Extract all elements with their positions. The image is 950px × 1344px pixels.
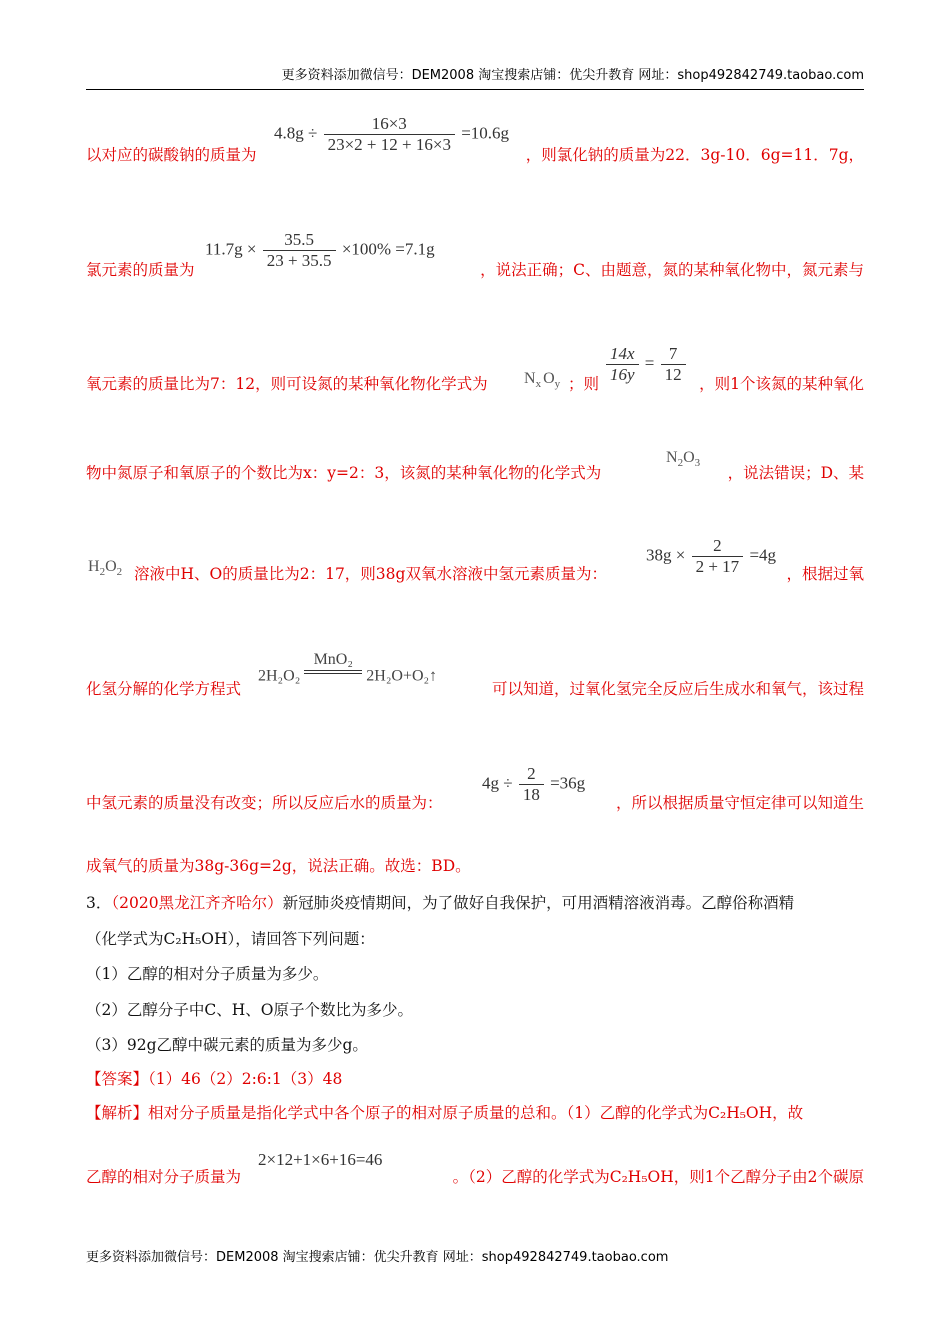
text-segment: 化氢分解的化学方程式	[86, 680, 242, 698]
fraction-numerator: 2	[713, 536, 722, 555]
fraction	[606, 344, 639, 385]
eq-left: 4.8g ÷	[274, 123, 318, 143]
equation-molecular-mass: 2×12+1×6+16=46	[258, 1150, 383, 1169]
formula-n2o3	[666, 449, 700, 469]
text-segment: 。（2）乙醇的化学式为C₂H₅OH，则1个乙醇分子由2个碳原	[452, 1168, 864, 1186]
symbol: O	[683, 449, 695, 466]
question-3-part-1: （1）乙醇的相对分子质量为多少。	[86, 965, 329, 983]
fraction-denominator: 16y	[606, 364, 639, 385]
text-segment: ，则氯化钠的质量为22．3g-10．6g=11．7g，	[525, 146, 864, 164]
eq-left: 11.7g ×	[205, 239, 257, 259]
equation-ratio	[604, 344, 688, 385]
eq-right: =36g	[550, 773, 586, 793]
answer-text: （1）46（2）2:6:1（3）48	[148, 1070, 343, 1088]
subscript: 2	[677, 457, 684, 470]
question-stem: 新冠肺炎疫情期间，为了做好自我保护，可用酒精溶液消毒。乙醇俗称酒精	[282, 894, 795, 912]
fraction	[519, 764, 544, 805]
chemical-equation	[258, 652, 437, 686]
question-3-part-3: （3）92g乙醇中碳元素的质量为多少g。	[86, 1036, 368, 1054]
text-segment: ，所以根据质量守恒定律可以知道生	[615, 794, 864, 812]
paragraph-line-7b	[592, 791, 864, 813]
symbol: H	[88, 558, 100, 575]
paragraph-line-5b	[784, 562, 864, 584]
text-segment: 物中氮原子和氧原子的个数比为x：y=2：3，该氮的某种氧化物的化学式为	[86, 464, 602, 482]
page-header: 更多资料添加微信号：DEM2008 淘宝搜索店铺：优尖升教育 网址：shop492842749.taobao.com	[86, 64, 864, 90]
fraction-denominator: 23 + 35.5	[263, 250, 336, 271]
paragraph-line-4b	[706, 461, 864, 483]
subscript: y	[554, 378, 561, 391]
question-3-stem-line-2: （化学式为C₂H₅OH），请回答下列问题：	[86, 930, 375, 948]
text-segment: ；则	[568, 375, 600, 393]
question-source: （2020黑龙江齐齐哈尔）	[111, 894, 283, 912]
question-3-part-2: （2）乙醇分子中C、H、O原子个数比为多少。	[86, 1001, 413, 1019]
fraction-denominator: 18	[519, 784, 544, 805]
eq-right: =10.6g	[461, 123, 510, 143]
eq-right: ×100% =7.1g	[341, 239, 435, 259]
text-segment: 溶液中H、O的质量比为2：17，则38g双氧水溶液中氢元素质量为：	[134, 565, 607, 583]
symbol: O	[543, 370, 555, 387]
text-segment: 氯元素的质量为	[86, 261, 195, 279]
analysis-line-2b	[404, 1165, 864, 1187]
text-segment: ，说法错误；D、某	[727, 464, 864, 482]
equals-sign: =	[644, 353, 655, 373]
eq-right: =4g	[749, 545, 777, 565]
fraction-numerator: 2	[527, 764, 536, 783]
formula-nxoy	[524, 370, 560, 390]
text-segment: 乙醇的相对分子质量为	[86, 1168, 242, 1186]
fraction-denominator: 2 + 17	[692, 556, 744, 577]
paragraph-line-6b	[460, 677, 864, 699]
paragraph-line-8: 成氧气的质量为38g-36g=2g，说法正确。故选：BD。	[86, 857, 471, 875]
subscript: 3	[694, 457, 701, 470]
text-segment: ，说法正确；C、由题意，氮的某种氧化物中，氮元素与	[480, 261, 864, 279]
paragraph-line-3b	[568, 372, 608, 394]
question-number: 3．	[86, 894, 112, 912]
text-segment: 可以知道，过氧化氢完全反应后生成水和氧气，该过程	[491, 680, 864, 698]
symbol: N	[524, 370, 536, 387]
analysis-text: 相对分子质量是指化学式中各个原子的相对原子质量的总和。（1）乙醇的化学式为C₂H₅OH，故	[148, 1104, 804, 1122]
product: 2H₂O+O₂↑	[366, 667, 438, 685]
equation-hydrogen-mass	[646, 536, 776, 577]
answer-label: 【答案】	[86, 1070, 149, 1088]
question-3-stem-line-1	[86, 891, 864, 913]
text-segment: 氧元素的质量比为7：12，则可设氮的某种氧化物化学式为	[86, 375, 488, 393]
symbol: N	[666, 449, 678, 466]
paragraph-line-3c	[680, 372, 864, 394]
text-segment: 中氢元素的质量没有改变；所以反应后水的质量为：	[86, 794, 443, 812]
fraction-numerator: 16×3	[371, 114, 407, 133]
fraction	[692, 536, 744, 577]
text-segment: 以对应的碳酸钠的质量为	[86, 146, 257, 164]
equation-water-mass	[482, 764, 585, 805]
analysis-line-1	[86, 1101, 864, 1123]
fraction-numerator: 35.5	[284, 230, 315, 249]
symbol: O	[105, 558, 117, 575]
subscript: 2	[116, 566, 123, 579]
fraction-numerator: 7	[668, 344, 678, 363]
eq-left: 4g ÷	[482, 773, 513, 793]
text-segment: ，根据过氧	[786, 565, 864, 583]
analysis-label: 【解析】	[86, 1104, 149, 1122]
double-line	[304, 670, 362, 674]
catalyst: MnO₂	[313, 651, 353, 668]
reaction-arrow	[304, 652, 362, 674]
answer-line	[86, 1067, 864, 1089]
subscript: 2	[99, 566, 106, 579]
reactant: 2H₂O₂	[258, 667, 301, 685]
fraction-denominator: 12	[661, 364, 686, 385]
eq-left: 38g ×	[646, 545, 686, 565]
fraction-denominator: 23×2 + 12 + 16×3	[324, 134, 455, 155]
page-footer: 更多资料添加微信号：DEM2008 淘宝搜索店铺：优尖升教育 网址：shop492842749.taobao.com	[86, 1250, 669, 1265]
paragraph-line-5	[134, 562, 654, 584]
paragraph-line-2	[86, 258, 864, 280]
fraction-numerator: 14x	[610, 344, 635, 363]
paragraph-line-1	[86, 143, 864, 165]
formula-h2o2	[88, 558, 122, 578]
subscript: x	[535, 378, 542, 391]
text-segment: ，则1个该氮的某种氧化	[699, 375, 864, 393]
